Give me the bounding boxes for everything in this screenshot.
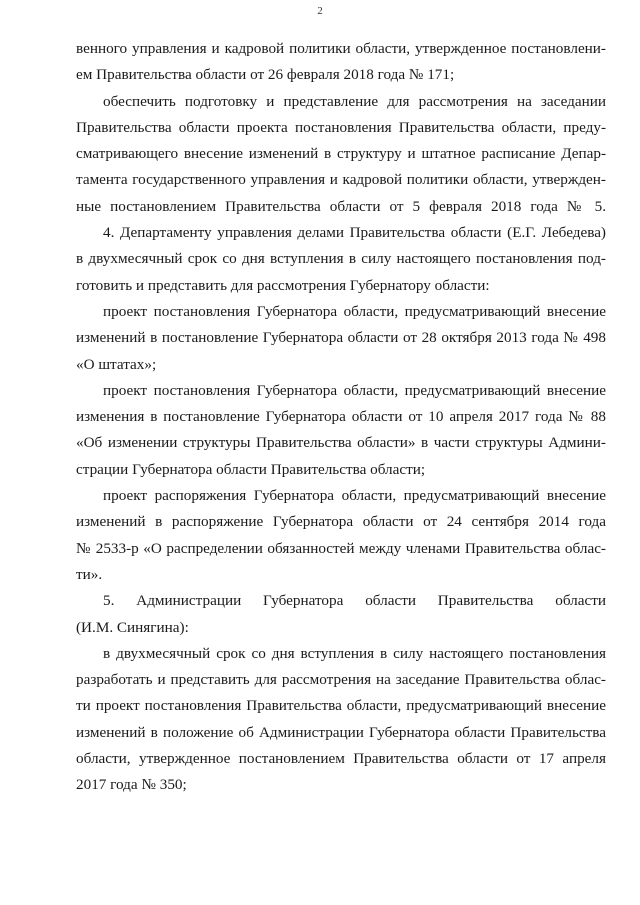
paragraph-continuation — [76, 36, 606, 89]
text-line: 2017 года № 350; — [76, 776, 187, 794]
text-line: ные постановлением Правительства области от 5 февраля 2018 года № 5. — [76, 197, 606, 215]
text-line: в двухмесячный срок со дня вступления в силу настоящего постановления — [103, 644, 606, 662]
text-line: тамента государственного управления и кадровой политики области, утвержден- — [76, 171, 606, 189]
page-number: 2 — [317, 5, 323, 17]
paragraph-item-4 — [76, 220, 606, 299]
text-line: обеспечить подготовку и представление для рассмотрения на заседании — [103, 92, 606, 110]
text-line: сматривающего внесение изменений в структуру и штатное расписание Депар- — [76, 145, 606, 163]
text-line: (И.М. Синягина): — [76, 618, 189, 636]
text-line: 5. Администрации Губернатора области Правительства области — [103, 592, 606, 610]
text-line: проект постановления Губернатора области, предусматривающий внесение — [103, 302, 606, 320]
paragraph-item-5 — [76, 588, 606, 641]
text-line: «О штатах»; — [76, 355, 157, 373]
document-body — [76, 36, 606, 799]
text-line: ти проект постановления Правительства области, предусматривающий внесение — [76, 697, 606, 715]
text-line: изменений в постановление Губернатора области от 28 октября 2013 года № 498 — [76, 329, 606, 347]
text-line: готовить и представить для рассмотрения Губернатору области: — [76, 276, 490, 294]
text-line: 4. Департаменту управления делами Правительства области (Е.Г. Лебедева) — [103, 224, 606, 242]
text-line: № 2533-р «О распределении обязанностей между членами Правительства облас- — [76, 539, 606, 557]
text-line: изменений в распоряжение Губернатора области от 24 сентября 2014 года — [76, 513, 606, 531]
text-line: разработать и представить для рассмотрения на заседание Правительства облас- — [76, 671, 606, 689]
text-line: области, утвержденное постановлением Правительства области от 17 апреля — [76, 750, 606, 768]
paragraph-item-4-project-1 — [76, 299, 606, 378]
text-line: ти». — [76, 565, 103, 583]
paragraph-item-4-project-3 — [76, 483, 606, 588]
paragraph-item-5-task — [76, 641, 606, 799]
text-line: ем Правительства области от 26 февраля 2018 года № 171; — [76, 66, 455, 84]
text-line: венного управления и кадровой политики области, утвержденное постановлени- — [76, 40, 606, 57]
paragraph-item-4-project-2 — [76, 378, 606, 483]
text-line: «Об изменении структуры Правительства области» в части структуры Админи- — [76, 434, 606, 452]
text-line: Правительства области проекта постановления Правительства области, преду- — [76, 118, 606, 136]
text-line: в двухмесячный срок со дня вступления в силу настоящего постановления под- — [76, 250, 606, 268]
paragraph-department-structure — [76, 89, 606, 220]
text-line: проект постановления Губернатора области, предусматривающий внесение — [103, 381, 606, 399]
text-line: страции Губернатора области Правительства области; — [76, 460, 426, 478]
text-line: изменения в постановление Губернатора области от 10 апреля 2017 года № 88 — [76, 408, 606, 426]
text-line: изменений в положение об Администрации Губернатора области Правительства — [76, 723, 606, 741]
text-line: проект распоряжения Губернатора области, предусматривающий внесение — [103, 487, 606, 505]
